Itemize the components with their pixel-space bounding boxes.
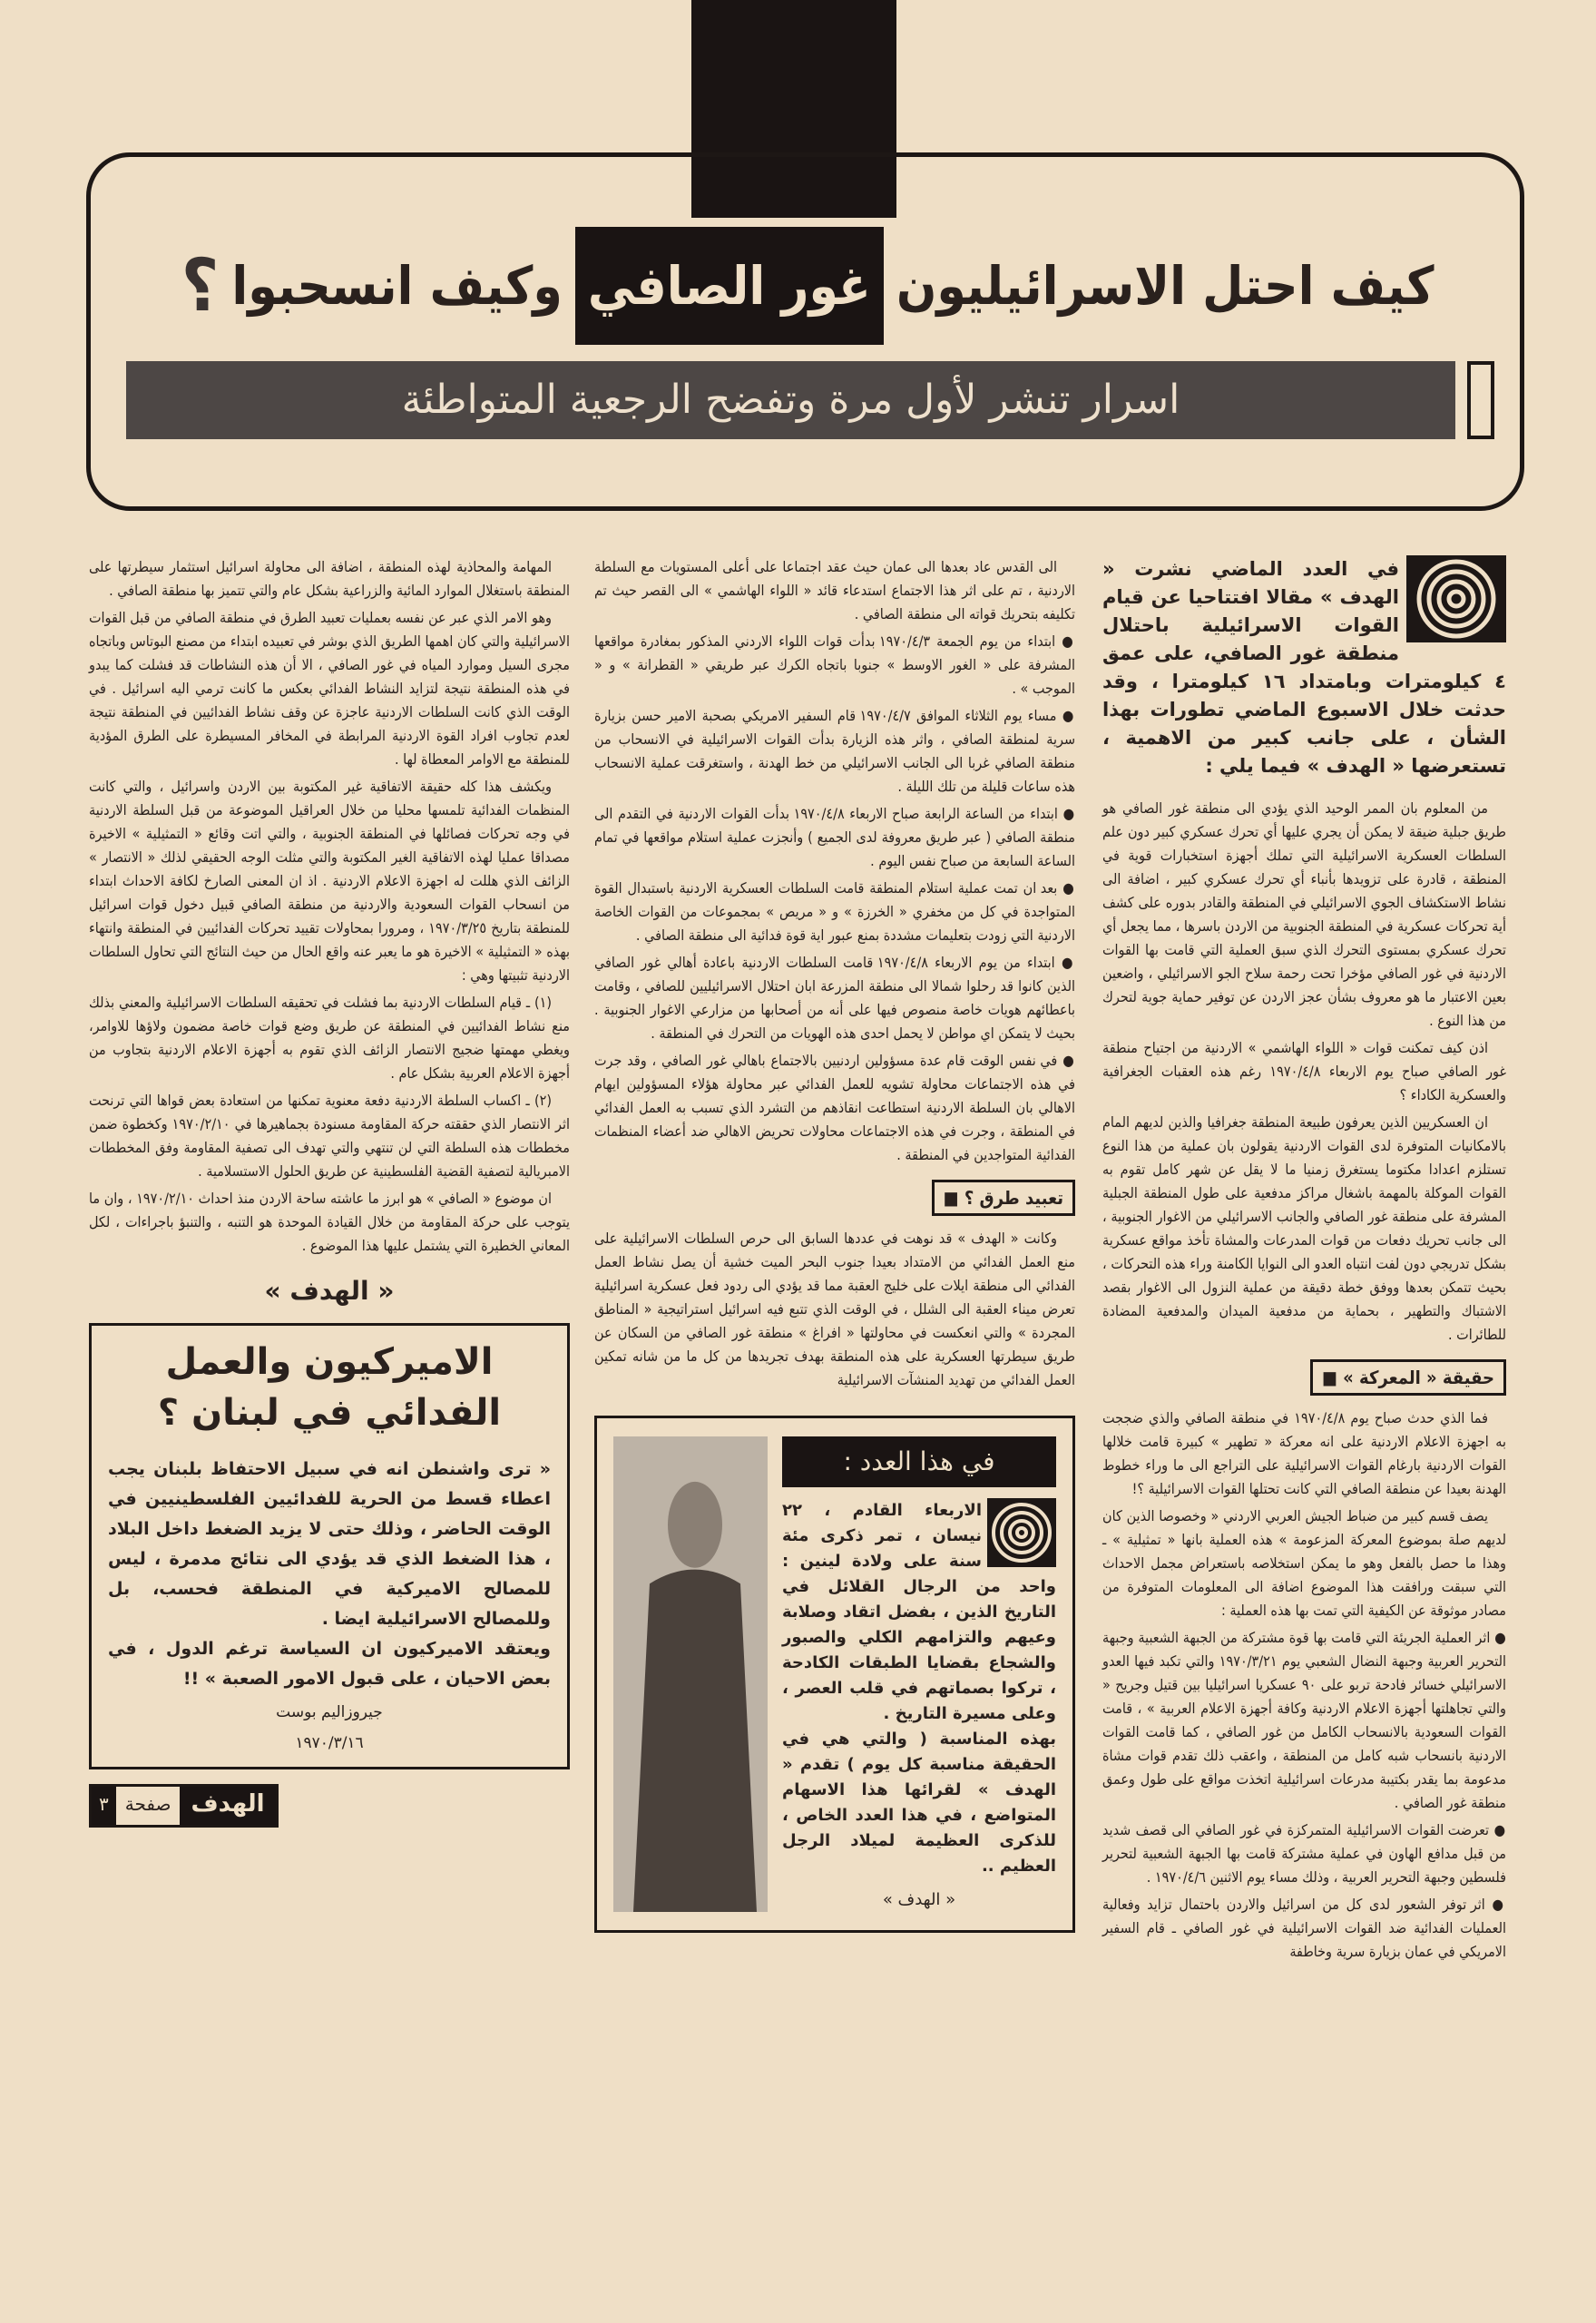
in-this-issue-paragraph-1: الاربعاء القادم ، ٢٢ نيسان ، تمر ذكرى مئة سنة على ولادة لينين : واحد من الرجال القلائل في التاريخ الذين ، بفضل اتقاد وصلابة وعيهم والتزامهم الكلي والصبور والشجاع بقضايا الطبقات الكادحة ، تركوا بصماتهم في قلب العصر ، وعلى مسيرة التاريخ .	[782, 1501, 1056, 1723]
section-subheading: حقيقة « المعركة » ■	[1310, 1359, 1506, 1396]
bullet-paragraph: ● اثر العملية الجريئة التي قامت بها قوة مشتركة من الجبهة الشعبية وجبهة التحرير العربية وجبهة النضال الشعبي يوم ١٩٧٠/٣/٢١ والتي تكبد فيها العدو الاسرائيلي خسائر فادحة تربو على ٩٠ عسكريا اسرائيليا بين قتيل وجريح « والتي تجاهلتها أجهزة الاعلام الاردنية وكافة أجهزة الاعلام العربية » ، قامت القوات السعودية بالانسحاب الكامل من غور الصافي ، كما قامت القوات الاردنية بانسحاب شبه كامل من المنطقة ، واعقب ذلك تقدم قوات مشاة مدعومة بما يقدر بكتيبة مدرعات اسرائيلية اتخذت مواقع على طول وعمق منطقة غور الصافي .	[1102, 1626, 1506, 1815]
headline-part-3: وكيف انسحبوا	[231, 255, 563, 317]
in-this-issue-box	[594, 1416, 1075, 1933]
paragraph: (١) ـ قيام السلطات الاردنية بما فشلت في تحقيقه السلطات الاسرائيلية والمعني بذلك منع نشاط الفدائيين في المنطقة عن طريق وضع قوات خاصة مضمون ولاؤها للاوامر، ويغطي مهمتها ضجيج الانتصار الزائف الذي تقوم به أجهزة الاعلام الاردنية بتجاوب من أجهزة الاعلام العربية بشكل عام .	[89, 994, 570, 1082]
in-this-issue-heading: في هذا العدد :	[782, 1436, 1056, 1487]
section-subheading: تعبيد طرق ؟ ■	[932, 1180, 1075, 1216]
headline	[109, 227, 1506, 345]
lenin-portrait-image	[613, 1436, 768, 1912]
paragraph: فما الذي حدث صباح يوم ١٩٧٠/٤/٨ في منطقة الصافي والذي ضججت به اجهزة الاعلام الاردنية على انه معركة « تطهير » كبيرة قامت خلالها القوات الاردنية بارغام القوات الاسرائيلية على التراجع الى ما وراء خطوط الهدنة بعيدا عن منطقة الصافي التي كانت تحتلها القوات الاسرائيلية ؟!	[1102, 1409, 1506, 1497]
paragraph: (٢) ـ اكساب السلطة الاردنية دفعة معنوية تمكنها من استعادة بعض قواها التي ترنحت اثر الانتصار الذي حققته حركة المقاومة مسنودة بجماهيرها في ١٩٧٠/٢/١٠ وكخطوة ضمن مخططات هذه السلطة التي لن تنتهي والتي تهدف الى تصفية المقاومة وفق المخططات الامبريالية لتصفية القضية الفلسطينية عن طريق الحلول الاستسلامية .	[89, 1092, 570, 1180]
paragraph: المهامة والمحاذية لهذه المنطقة ، اضافة الى محاولة اسرائيل استثمار سيطرتها على المنطقة باستغلال الموارد المائية والزراعية بشكل عام والتي تتميز بها منطقة الصافي .	[89, 558, 570, 599]
paragraph: ويكشف هذا كله حقيقة الاتفاقية غير المكتوبة بين الاردن واسرائيل ، والتي كانت المنظمات الفدائية تلمسها محليا من خلال العراقيل الموضوعة من قبل السلطة الاردنية في وجه تحركات فصائلها في المنطقة الجنوبية ، والتي اتت وقائع « التمثيلية » الاخيرة مصداقا عمليا لهذه الاتفاقية الغير المكتوبة والتي مثلت الوجه الحقيقي لذلك « الانتصار » الزائف الذي هللت له اجهزة الاعلام الاردنية . اذ ان المعنى الصارخ لكافة الاحداث ابتداء من انسحاب القوات السعودية والاردنية من منطقة الصافي قبيل دخول قوات اسرائيل للمنطقة بتاريخ ١٩٧٠/٣/٢٥ ، ومرورا بمحاولات تقييد تحركات الفدائيين في المنطقة وانتهاء بهذه « التمثيلية » الاخيرة هو ما يعبر عنه واقع الحال من حيث النتائج التي تحاول السلطات الاردنية تثبيتها وهي :	[89, 778, 571, 984]
section-subheading-wrap	[1102, 1350, 1506, 1407]
in-this-issue-paragraph-2: بهذه المناسبة ( والتي هي في الحقيقة مناسبة كل يوم ) تقدم « الهدف » لقرائها هذا الاسهام المتواضع ، في هذا العدد الخاص ، للذكرى العظيمة لميلاد الرجل العظيم ..	[782, 1730, 1056, 1876]
bullet-paragraph: ● ابتداء من يوم الاربعاء ١٩٧٠/٤/٨ قامت السلطات الاردنية باعادة أهالي غور الصافي الذين كانوا قد رحلوا شمالا الى منطقة المزرعة ابان احتلال الاسرائيليين للصافي ، وقامت باعطائهم هويات خاصة منصوص فيها على أنه من أصحابها من مزارعي الاغوار الجنوبية . بحيث لا يتمكن اي مواطن لا يحمل احدى هذه الهويات من التحرك في المنطقة .	[594, 951, 1075, 1045]
headline-question-mark: ؟	[181, 243, 220, 328]
in-this-issue-content	[782, 1436, 1056, 1912]
column-left	[89, 555, 570, 1261]
lead-text: في العدد الماضي نشرت « الهدف » مقالا افتتاحيا عن قيام القوات الاسرائيلية باحتلال منطقة غور الصافي، على عمق ٤ كيلومترات وبامتداد ١٦ كيلومترا ، وقد حدثت خلال الاسبوع الماضي تطورات بهذا الشأن ، على جانب كبير من الاهمية ، تستعرضها « الهدف » فيما يلي :	[1102, 558, 1506, 777]
paragraph: ان موضوع « الصافي » هو ابرز ما عاشته ساحة الاردن منذ احداث ١٩٧٠/٢/١٠ ، وان ما يتوجب على حركة المقاومة من خلال القيادة الموحدة هو التنبه ، والتنبؤ باجراءات ، لكل المعاني الخطيرة التي يشتمل عليها هذا الموضوع .	[89, 1190, 570, 1254]
page-footer	[89, 1784, 279, 1828]
lebanon-box-text: « ترى واشنطن انه في سبيل الاحتفاظ بلبنان يجب اعطاء قسط من الحرية للفدائيين الفلسطينيين في الوقت الحاضر ، وذلك حتى لا يزيد الضغط داخل البلاد ، هذا الضغط الذي قد يؤدي الى نتائج مدمرة ، ليس للمصالح الاميركية في المنطقة فحسب، بل وللمصالح الاسرائيلية ايضا .	[108, 1459, 551, 1629]
lebanon-box-source: جيروزاليم بوست	[276, 1703, 383, 1721]
subtitle-box-ornament	[1467, 361, 1494, 439]
bullet-paragraph: ● تعرضت القوات الاسرائيلية المتمركزة في غور الصافي الى قصف شديد من قبل مدافع الهاون في عملية مشتركة قامت بها الجبهة الشعبية لتحرير فلسطين وجبهة التحرير العربية ، وذلك مساء يوم الاثنين ١٩٧٠/٤/٦ .	[1102, 1818, 1506, 1889]
left-column-stack	[89, 555, 570, 1828]
target-icon	[1406, 555, 1506, 642]
lebanon-box-title: الاميركيون والعمل الفدائي في لبنان ؟	[157, 1341, 502, 1434]
lebanon-box	[89, 1323, 570, 1769]
bullet-paragraph: ● مساء يوم الثلاثاء الموافق ١٩٧٠/٤/٧ قام السفير الامريكي بصحبة الامير حسن بزيارة سرية لمنطقة الصافي ، واثر هذه الزيارة بدأت القوات الاسرائيلية في الانسحاب من منطقة الصافي غربا الى الجانب الاسرائيلي من خط الهدنة ، واستغرقت عملية الانسحاب هذه ساعات قليلة من تلك الليلة .	[594, 704, 1075, 799]
bullet-paragraph: ● في نفس الوقت قام عدة مسؤولين اردنيين بالاجتماع باهالي غور الصافي ، وقد جرت في هذه الاجتماعات محاولة تشويه للعمل الفدائي عبر محاولة هؤلاء المسؤولين ايهام الاهالي بان السلطة الاردنية استطاعت انقاذهم من التشرد الذي تسبب به العمل الفدائي في المنطقة ، وجرت في هذه الاجتماعات محاولات تحريض الاهالي ضد أعضاء المنظمات الفدائية المتواجدين في المنطقة .	[594, 1049, 1075, 1167]
paragraph: يصف قسم كبير من ضباط الجيش العربي الاردني « وخصوصا الذين كان لديهم صلة بموضوع المعركة المزعومة » هذه العملية بانها « تمثيلية » ـ وهذا ما حصل بالفعل وهو ما يمكن استخلاصه باستعراض مجمل الاحداث التي سبقت ورافقت هذا الموضوع اضافة الى المعلومات المتوفرة من مصادر موثوقة عن الكيفية التي تمت بها هذه العملية :	[1102, 1507, 1506, 1619]
headline-subtitle: اسرار تنشر لأول مرة وتفضح الرجعية المتواطئة	[126, 361, 1455, 439]
section-subheading-wrap	[594, 1171, 1075, 1227]
right-column-stack	[1102, 555, 1506, 1967]
footer-brand: الهدف	[180, 1787, 275, 1825]
in-this-issue-text	[782, 1498, 1056, 1879]
bullet-paragraph: ● ابتداء من يوم الجمعة ١٩٧٠/٤/٣ بدأت قوات اللواء الاردني المذكور بمغادرة مواقعها المشرفة على « الغور الاوسط » جنوبا باتجاه الكرك عبر طريقي « القطرانة » و « الموجب » .	[594, 630, 1075, 701]
bullet-paragraph: ● ابتداء من الساعة الرابعة صباح الاربعاء ١٩٧٠/٤/٨ بدأت القوات الاردنية في التقدم الى منطقة الصافي ( عبر طريق معروفة لدى الجميع ) وأنجزت عملية استلام مواقعها في تمام الساعة السابعة من صباح نفس اليوم .	[594, 802, 1075, 873]
paragraph: الى القدس عاد بعدها الى عمان حيث عقد اجتماعا على أعلى المستويات مع السلطة الاردنية ، تم على اثر هذا الاجتماع استدعاء قائد « اللواء الهاشمي » الى القصر حيث تم تكليفه بتحريك قواته الى منطقة الصافي .	[594, 558, 1075, 622]
paragraph: وهو الامر الذي عبر عن نفسه بعمليات تعبيد الطرق في منطقة الصافي من قبل القوات الاسرائيلية والتي كان اهمها الطريق الذي بوشر في تعبيده ابتداء من مصنع البوتاس وباتجاه مجرى السيل وموارد المياه في غور الصافي ، الا أن هذه النشاطات قد فشلت كما يبدو في هذه المنطقة نتيجة لتزايد النشاط الفدائي بعكس ما كانت ترمي اليه اسرائيل . في الوقت الذي كانت السلطات الاردنية عاجزة عن وقف نشاط الفدائيين في المنطقة نتيجة لعدم تجاوب افراد القوة الاردنية المرابطة في المخافر المسيطرة على الطرق المؤدية للمنطقة مع الاوامر المعطاة لها .	[89, 609, 570, 768]
paragraph: وكانت « الهدف » قد نوهت في عددها السابق الى حرص السلطات الاسرائيلية على منع العمل الفدائي من الامتداد بعيدا جنوب البحر الميت خشية أن يصل نشاط العمل الفدائي الى منطقة ايلات على خليج العقبة مما قد يؤدي الى ردود فعل عسكرية اسرائيلية تعرض ميناء العقبة الى الشلل ، في الوقت الذي تتبع فيه اسرائيل استراتيجية « المناطق المجردة » والتي انعكست في محاولتها « افراغ » منطقة غور الصافي من السكان عن طريق سيطرتها العسكرية على هذه المنطقة بهدف تجريدها من كل ما من شانه تمكين العمل الفدائي من تهديد المنشآت الاسرائيلية	[594, 1230, 1075, 1388]
footer-page-number: ٣	[92, 1787, 116, 1825]
paragraph: من المعلوم بان الممر الوحيد الذي يؤدي الى منطقة غور الصافي هو طريق جبلية ضيقة لا يمكن أن يجري عليها أي تحرك عسكري كبير دون علم السلطات العسكرية الاسرائيلية التي تملك أجهزة استخبارات قوية في المنطقة ، قادرة على تزويدها بأنباء أي تحرك عسكري كبير ، اضافة الى نشاط الاستكشاف الجوي الاسرائيلي في المنطقة والقادر بدوره على كشف أية تحركات عسكرية في المنطقة الجنوبية من الاردن باسرها ، مما يجعل أي تحرك عسكري بمستوى التحرك الذي سبق العملية التي قامت بها القوات الاردنية في غور الصافي مؤخرا تحت رحمة سلاح الجو الاسرائيلي ، واضعين بعين الاعتبار ما هو معروف بشأن عجز الاردن عن توفير حماية جوية لتحرك من هذا النوع .	[1102, 799, 1506, 1029]
bullet-paragraph: ● اثر توفر الشعور لدى كل من اسرائيل والاردن باحتمال تزايد وفعالية العمليات الفدائية ضد القوات الاسرائيلية في غور الصافي ـ قام السفير الامريكي في عمان بزيارة سرية وخاطفة	[1102, 1893, 1506, 1964]
lebanon-box-date: ١٩٧٠/٣/١٦	[295, 1734, 364, 1752]
bullet-paragraph: ● بعد ان تمت عملية استلام المنطقة قامت السلطات العسكرية الاردنية باستبدال القوة المتواجدة في كل من مخفري « الخرزة » و « مريص » بمجموعات من القوات الخاصة الاردنية التي زودت بتعليمات مشددة بمنع عبور اية قوة فدائية الى منطقة الصافي .	[594, 877, 1075, 947]
headline-part-2: غور الصافي	[575, 227, 884, 345]
paragraph: ان العسكريين الذين يعرفون طبيعة المنطقة جغرافيا والذين لديهم المام بالامكانيات المتوفرة لدى القوات الاردنية يقولون بان عملية من هذا النوع تستلزم اعدادا مكتوما يستغرق زمنيا ما لا يقل عن شهر كامل تقوم به القوات الموكلة بالمهمة باشغال مراكز مدفعية على طول المنطقة الجبلية المشرفة على منطقة غور الصافي والجانب الاسرائيلي من الاغوار الجنوبية ، الى جانب تحريك دفعات من قوات المدرعات والمشاة تأخذ مواقع عسكرية بشكل تدريجي دون لفت انتباه العدو الى النوايا الكامنة وراء هذه التحركات ، بحيث تتمكن بعدها ووفق خطة دقيقة من عملية النزول الى الاغوار بقصد الاشتباك والتطهير ، بحماية من مدفعية الميدان والمدفعية المضادة للطائرات .	[1102, 1113, 1506, 1343]
middle-column-stack	[594, 555, 1075, 1933]
headline-part-1: كيف احتل الاسرائيليون	[896, 255, 1434, 317]
in-this-issue-signature: « الهدف »	[882, 1890, 956, 1909]
article-lead	[1102, 555, 1506, 780]
article-signature: « الهدف »	[264, 1276, 395, 1306]
lebanon-box-text-2: ويعتقد الاميركيون ان السياسة ترغم الدول ، في بعض الاحيان ، على قبول الامور الصعبة » !!	[108, 1639, 551, 1689]
column-right	[1102, 797, 1506, 1967]
column-middle	[594, 555, 1075, 1396]
paragraph: اذن كيف تمكنت قوات « اللواء الهاشمي » الاردنية من اجتياح منطقة غور الصافي صباح يوم الاربعاء ١٩٧٠/٤/٨ رغم هذه العقبات الجغرافية والعسكرية الكاداء ؟	[1102, 1039, 1507, 1103]
footer-page-label: صفحة	[124, 1793, 171, 1815]
target-icon	[987, 1498, 1056, 1567]
